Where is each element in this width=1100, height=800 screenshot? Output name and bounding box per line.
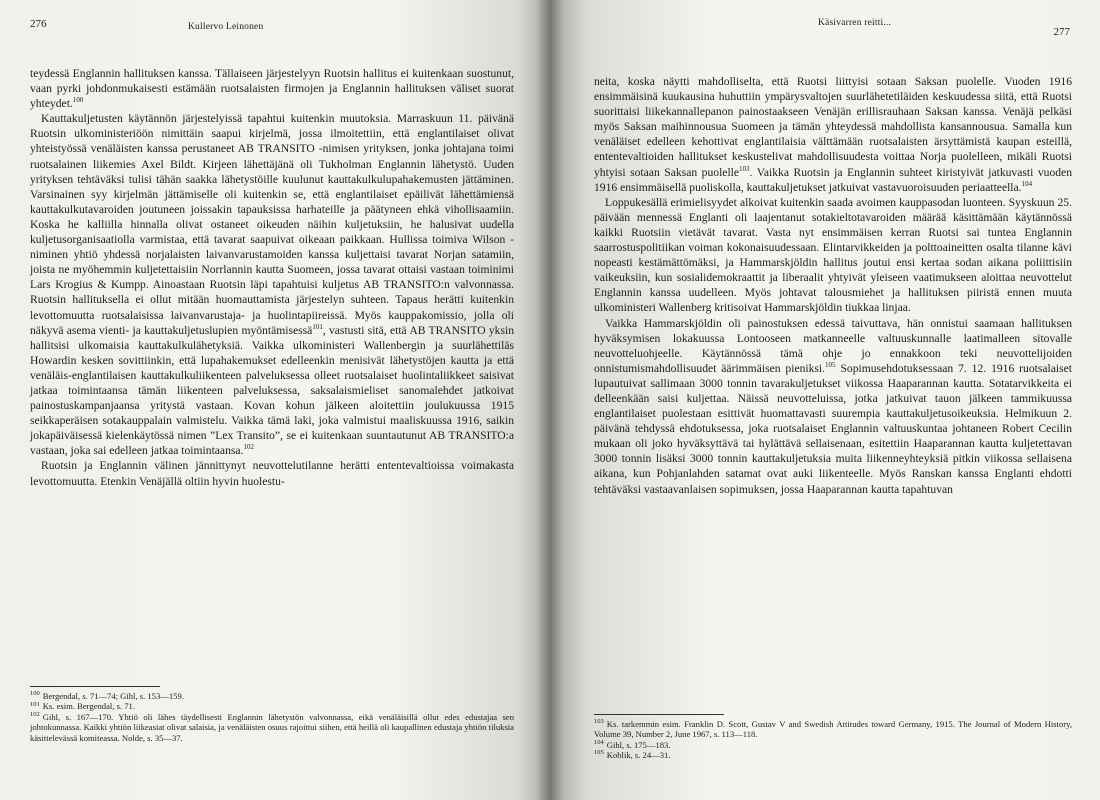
paragraph: teydessä Englannin hallituksen kanssa. Tällaiseen järjestelyyn Ruotsin hallitus ei kuitenkaan suostunut, vaan pyrki johdonmukaisesti estämään ruotsalaisten firmojen ja Englannin hallituksen väliset suorat yhteydet.$^{100}$	[30, 67, 514, 111]
page-number: 277	[1053, 26, 1070, 38]
footnote-ref: 102	[243, 443, 254, 452]
footnote: $^{103}$ Ks. tarkemmin esim. Franklin D. Scott, Gustav V and Swedish Attitudes toward Germany, 1915. The Journal of Modern History, Volume 39, Number 2, June 1967, s. 113—118.	[594, 718, 1072, 740]
right-body	[594, 74, 1072, 497]
footnote-ref: 100	[72, 96, 84, 105]
right-page	[550, 0, 1100, 800]
paragraph: neita, koska näytti mahdolliselta, että Ruotsi liittyisi sotaan Saksan puolelle. Vuoden 1916 ensimmäisinä kuukausina huhuttiin ympärysvaltojen suurlähetetiläiden keskuudessa siitä, että Ruotsi suorittaisi liikekannallepanon painostaakseen Venäjän erillisrauhaan Saksan kanssa. Venäjä pelkäsi myös Saksan maihinnousua Suomeen ja tämän yhteydessä mahdollista kansannousua. Samalla kun venäläiset edelleen kehottivat englantilaisia välttämään ruotsalaisten ärsyttämistä kaupan esteillä, ententevaltioiden hallitukset keskustelivat mahdollisuudesta voittaa Norja puolelleen, mikäli Ruotsi yhtyisi sotaan Saksan puolelle$^{103}$. Vaikka Ruotsin ja Englannin suhteet kiristyivät jatkuvasti vuoden 1916 ensimmäisellä puoliskolla, kauttakuljetukset jatkuivat vastavuoroisuuden periaatteella.$^{104}$	[594, 75, 1072, 194]
running-head: Käsivarren reitti...	[818, 18, 892, 28]
footnote: $^{102}$ Gihl, s. 167—170. Yhtiö oli lähes täydellisesti Englannin lähetystön valvonnassa, eikä venäläisillä ollut edes edustajaa sen johtokunnassa. Kaikki yhtiön liikeasiat olivat salaisia, ja venäläisten osuus rajoittui siihen, että heillä oli kaupallinen edustaja yhtiön tiluksia käsittelevässä komiteassa. Nolde, s. 35—37.	[30, 710, 514, 743]
footnote-rule	[594, 714, 724, 715]
footnote-ref: 101	[312, 322, 323, 331]
paragraph: Ruotsin ja Englannin välinen jännittynyt neuvottelutilanne herätti ententevaltioissa voimakasta levottomuutta. Etenkin Venäjällä oltiin hyvin huolestu-	[30, 459, 514, 488]
footnotes	[594, 714, 1072, 761]
footnote: $^{100}$ Bergendal, s. 71—74; Gihl, s. 153—159.	[30, 690, 184, 701]
paragraph: Vaikka Hammarskjöldin oli painostuksen edessä taivuttava, hän onnistui saamaan hallituksen hyväksymisen lokakuussa Lontooseen matkanneelle valtuuskunnalle laatimalleen sitovalle neuvotteluohjeelle. Käytännössä tämä ohje jo ennakkoon teki neuvottelijoiden onnistumismahdollisuudet äärimmäisen pieniksi.$^{105}$ Sopimusehdotuksessaan 7. 12. 1916 ruotsalaiset lupautuivat sallimaan 3000 tonnin tavarakuljetukset viikossa Haaparannan kautta. Sotatarvikkeita ei delleenkään saisi kuljettaa. Näissä neuvotteluissa, jotka jatkuivat tauon jälkeen tammikuussa englantilaiset puolestaan esittivät huomattavasti suurempia kauttakuljetusoikeuksia. Helmikuun 2. päivänä tehdyssä ehdotuksessa, joka ruotsalaiset Englannin valtuuskuntaa johtaneen Robert Cecilin mukaan oli joko hyväksyttävä tai hylättävä sellaisenaan, esitettiin Haaparannan kautta kuljetettavan 3000 tonnin lisäksi 3000 tonnin kauttakuljetuksia muita liikenneyhteyksiä pitkin viikossa sellaisena aikana, kun Pohjanlahden satamat ovat auki liikenteelle. Myös Ranskan kanssa Englanti ehdotti tehtäväksi vastaavanlaisen sopimuksen, jossa Haaparannan kautta tapahtuvan	[594, 316, 1072, 496]
footnote-ref: 105	[825, 360, 836, 369]
footnote: $^{105}$ Koblik, s. 24—31.	[594, 749, 671, 761]
running-head: Kullervo Leinonen	[188, 22, 264, 32]
paragraph: Loppukesällä erimielisyydet alkoivat kuitenkin saada avoimen kauppasodan luonteen. Syyskuun 25. päivään mennessä Englanti oli laajentanut sotakieltotavaroiden määrää käsittämään käytännössä kaikki Ruotsiin vietävät tavarat. Vasta nyt ensimmäisen kerran Ruotsi sai tuntea Englannin saarrostuspolitiikan voiman kokonaisuudessaan. Elintarvikkeiden ja polttoaineitten osalta tilanne kävi nopeasti kestämättömäksi, ja Hammarskjöldin hallitus joutui ensi kertaa sodan aikana poliittisiin vaikeuksiin, kun sosialidemokraattit ja liberaalit yhtyivät yleiseen vaatimukseen aloittaa neuvottelut Englannin kanssa uudelleen. Myös johtavat talousmiehet ja hallituksen piiristä ennen muuta ulkoministeri Wallenberg kritisoivat Hammarskjöldin tiukkaa linjaa.	[594, 195, 1072, 315]
footnote: $^{104}$ Gihl, s. 175—183.	[594, 738, 671, 750]
footnote-rule	[30, 686, 160, 687]
footnote-ref: 103	[739, 164, 750, 173]
page-number: 276	[30, 18, 47, 30]
paragraph: Kauttakuljetusten käytännön järjestelyissä tapahtui kuitenkin muutoksia. Marraskuun 11. päivänä Ruotsin ulkoministeriöön nimittäin saapui kirjelmä, jossa ilmoitettiin, että englantilaiset olivat yhteistyössä venäläisten kanssa perustaneet AB TRANSITO -nimisen yrityksen, jonka johtajana toimi ruotsalainen liikemies Axel Bildt. Kirjeen lähettäjänä oli Tukholman Englannin lähetystö. Uuden yrityksen tehtäväksi tulisi tähän saakka lähetystöille kuulunut kauttakulkulupahakemusten jättäminen. Varsinainen syy kirjelmän jättämiselle oli kuitenkin se, että englantilaiset epäilivät lähettämiensä kauttakulkutavaroiden joutuneen joissakin tapauksissa harhateille ja päätyneen ehkä vihollisaamiin. Koska he kalliilla hinnalla olivat ostaneet oikeuden näihin kuljetuksiin, he halusivat uudella kuljetusorganisaatiolla varmistaa, että tavarat saapuivat oikeaan paikkaan. Hullissa toimiva Wilson -niminen yhtiö yhdessä norjalaisten laivanvarustamoiden kanssa kuljettaisi tavarat Norjan satamiin, joista ne myöhemmin kuljetettaisiin Norrlannin kautta Suomeen, jossa tavarat ottaisi vastaan toiminimi Lars Krogius & Kumpp. Ainoastaan Ruotsin läpi tapahtuisi kuljetus AB TRANSITO:n valvonnassa. Ruotsin hallituksella ei ollut mitään huomauttamista järjestelyn suhteen. Tapaus herätti kuitenkin levottomuutta ruotsalaisissa laivanvarustaja- ja huolintapiireissä. Myös kauppakomissio, jolla oli näkyvä asema vienti- ja kauttakuljetuslupien myöntämisessä$^{101}$, vastusti sitä, että AB TRANSITO yksin hallitsisi ulkomaisia kauttakulkulähetyksiä. Vaikka ulkoministeri Wallenbergin ja suurlähettiläs Howardin kesken sovittiinkin, että lupahakemukset edelleenkin menisivät lähetystöjen kautta ja että venäläis-englantilaisen kauttakulkuliikenteen palveluksessa olleet ruotsalaiset huolintaliikkeet saisivat jatkaa toimintaansa tämän liikenteen palveluksessa, saksalaismieliset sanomalehdet jatkoivat painostuskampanjaansa yritystä vastaan. Kovan kohun jälkeen aloitettiin joulukuussa 1915 seikkaperäisen sotakauppalain valmistelu. Vaikka tämä laki, joka valmistui maaliskuussa 1916, saikin jokapäiväisessä kielenkäytössä nimen ”Lex Transito”, se ei kuitenkaan suuntautunut AB TRANSITO:a vastaan, joka sai edelleen jatkaa toimintaansa.$^{102}$	[30, 112, 514, 458]
footnote: $^{101}$ Ks. esim. Bergendal, s. 71.	[30, 700, 135, 712]
footnote-ref: 104	[1021, 179, 1033, 188]
left-body	[30, 66, 514, 489]
footnotes	[30, 686, 514, 743]
